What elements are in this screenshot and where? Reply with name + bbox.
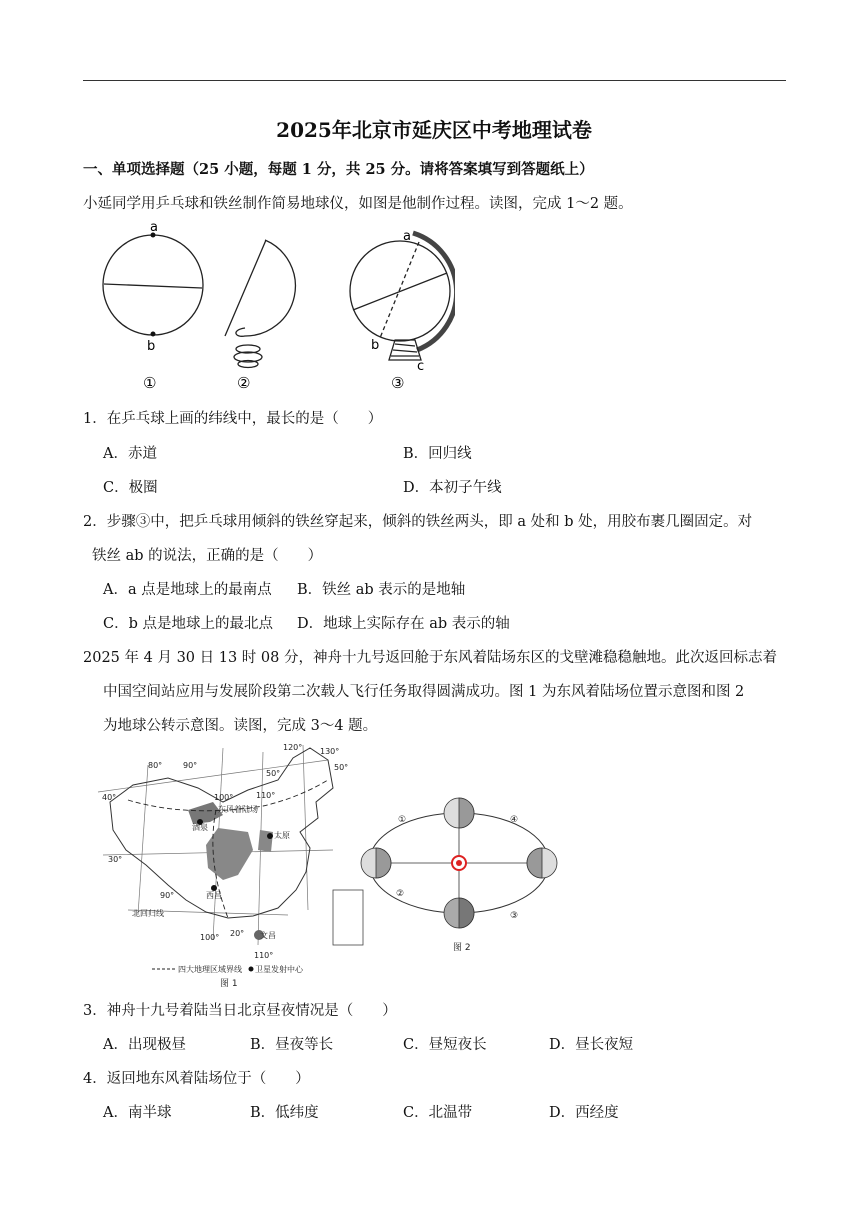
taiyuan-dot bbox=[267, 833, 273, 839]
china-map-figure bbox=[88, 740, 373, 990]
map-lat-50a: 50° bbox=[266, 769, 281, 778]
lat-line-40 bbox=[98, 760, 328, 792]
map-label-tropic: 北回归线 bbox=[132, 909, 164, 918]
map-label-taiyuan: 太原 bbox=[274, 831, 290, 840]
step-3-label: ③ bbox=[391, 374, 405, 392]
q4-option-d[interactable]: D．西经度 bbox=[549, 1105, 619, 1121]
q2-option-b[interactable]: B．铁丝 ab 表示的是地轴 bbox=[297, 582, 466, 598]
map-label-wenchang: 文昌 bbox=[260, 931, 276, 940]
q1-option-d[interactable]: D．本初子午线 bbox=[403, 480, 502, 496]
label-b-1: b bbox=[147, 339, 156, 354]
map-caption: 图 1 bbox=[220, 979, 238, 989]
section-heading: 一、单项选择题（25 小题，每题 1 分，共 25 分。请将答案填写到答题纸上） bbox=[83, 161, 594, 178]
legend-launch-dot bbox=[249, 967, 254, 972]
q4-option-a[interactable]: A．南半球 bbox=[103, 1105, 172, 1121]
map-lat-30: 30° bbox=[108, 855, 123, 864]
label-a-1: a bbox=[150, 220, 158, 235]
axis-line bbox=[380, 242, 419, 338]
equator-line-3 bbox=[353, 273, 447, 310]
step-1-label: ① bbox=[143, 374, 157, 392]
page-title: 2025年北京市延庆区中考地理试卷 bbox=[276, 118, 592, 142]
map-lon-130: 130° bbox=[320, 747, 340, 756]
globe-making-figure bbox=[95, 218, 455, 396]
label-b-3: b bbox=[371, 338, 380, 353]
q1-option-c[interactable]: C．极圈 bbox=[103, 480, 158, 496]
map-lon-80: 80° bbox=[148, 761, 163, 770]
intro-q3-4-line2: 中国空间站应用与发展阶段第二次载人飞行任务取得圆满成功。图 1 为东风着陆场位置示意图和图 2 bbox=[103, 684, 745, 700]
orbit-caption: 图 2 bbox=[453, 943, 471, 953]
q2-option-d[interactable]: D．地球上实际存在 ab 表示的轴 bbox=[297, 616, 510, 632]
map-lat-50b: 50° bbox=[334, 763, 349, 772]
map-lon-110: 110° bbox=[256, 791, 276, 800]
q1-stem: 1．在乒乓球上画的纬线中，最长的是（ ） bbox=[83, 411, 383, 427]
q4-option-c[interactable]: C．北温带 bbox=[403, 1105, 473, 1121]
intro-q1-2: 小延同学用乒乓球和铁丝制作简易地球仪，如图是他制作过程。读图，完成 1～2 题。 bbox=[83, 196, 633, 212]
q1-option-b[interactable]: B．回归线 bbox=[403, 446, 472, 462]
map-lon-110b: 110° bbox=[254, 951, 274, 960]
map-legend-boundary: 四大地理区域界线 bbox=[178, 965, 242, 974]
q2-stem-line2: 铁丝 ab 的说法，正确的是（ ） bbox=[92, 548, 323, 564]
map-lat-40: 40° bbox=[102, 793, 117, 802]
meridian-ring bbox=[413, 233, 455, 350]
map-lon-90b: 90° bbox=[160, 891, 175, 900]
earth-revolution-figure bbox=[356, 778, 562, 956]
map-lat-20: 20° bbox=[230, 929, 245, 938]
q4-option-b[interactable]: B．低纬度 bbox=[250, 1105, 319, 1121]
map-lon-100b: 100° bbox=[200, 933, 220, 942]
map-legend-launch: 卫星发射中心 bbox=[255, 965, 303, 974]
map-label-dongfeng: 东风着陆场 bbox=[218, 805, 258, 814]
map-lon-120: 120° bbox=[283, 743, 303, 752]
wire-stem bbox=[225, 240, 266, 336]
orbit-point-1: ① bbox=[398, 815, 407, 825]
intro-q3-4-line1: 2025 年 4 月 30 日 13 时 08 分，神舟十九号返回舱于东风着陆场东区的戈壁滩稳稳触地。此次返回标志着 bbox=[83, 650, 777, 666]
equator-line-1 bbox=[104, 284, 202, 288]
q3-stem: 3．神舟十九号着陆当日北京昼夜情况是（ ） bbox=[83, 1003, 397, 1019]
map-lon-100: 100° bbox=[214, 793, 234, 802]
q3-option-d[interactable]: D．昼长夜短 bbox=[549, 1037, 634, 1053]
lon-line-90 bbox=[138, 765, 148, 915]
q1-option-a[interactable]: A．赤道 bbox=[103, 446, 157, 462]
intro-q3-4-line3: 为地球公转示意图。读图，完成 3～4 题。 bbox=[103, 718, 378, 734]
q3-option-c[interactable]: C．昼短夜长 bbox=[403, 1037, 487, 1053]
q3-option-b[interactable]: B．昼夜等长 bbox=[250, 1037, 334, 1053]
map-lon-90: 90° bbox=[183, 761, 198, 770]
q3-option-a[interactable]: A．出现极昼 bbox=[103, 1037, 186, 1053]
q2-stem-line1: 2．步骤③中，把乒乓球用倾斜的铁丝穿起来，倾斜的铁丝两头，即 a 处和 b 处，用胶布裹几圈固定。对 bbox=[83, 514, 753, 530]
orbit-point-4: ④ bbox=[510, 815, 519, 825]
orbit-point-3: ③ bbox=[510, 911, 519, 921]
orbit-point-2: ② bbox=[396, 889, 405, 899]
step-2-label: ② bbox=[237, 374, 251, 392]
label-a-3: a bbox=[403, 229, 411, 244]
header-rule bbox=[83, 80, 786, 81]
q2-option-a[interactable]: A．a 点是地球上的最南点 bbox=[103, 582, 272, 598]
q2-option-c[interactable]: C．b 点是地球上的最北点 bbox=[103, 616, 273, 632]
label-c-3: c bbox=[417, 359, 425, 374]
map-label-xichang: 西昌 bbox=[206, 891, 222, 900]
map-label-jiuquan: 酒泉 bbox=[192, 823, 208, 832]
q4-stem: 4．返回地东风着陆场位于（ ） bbox=[83, 1071, 310, 1087]
